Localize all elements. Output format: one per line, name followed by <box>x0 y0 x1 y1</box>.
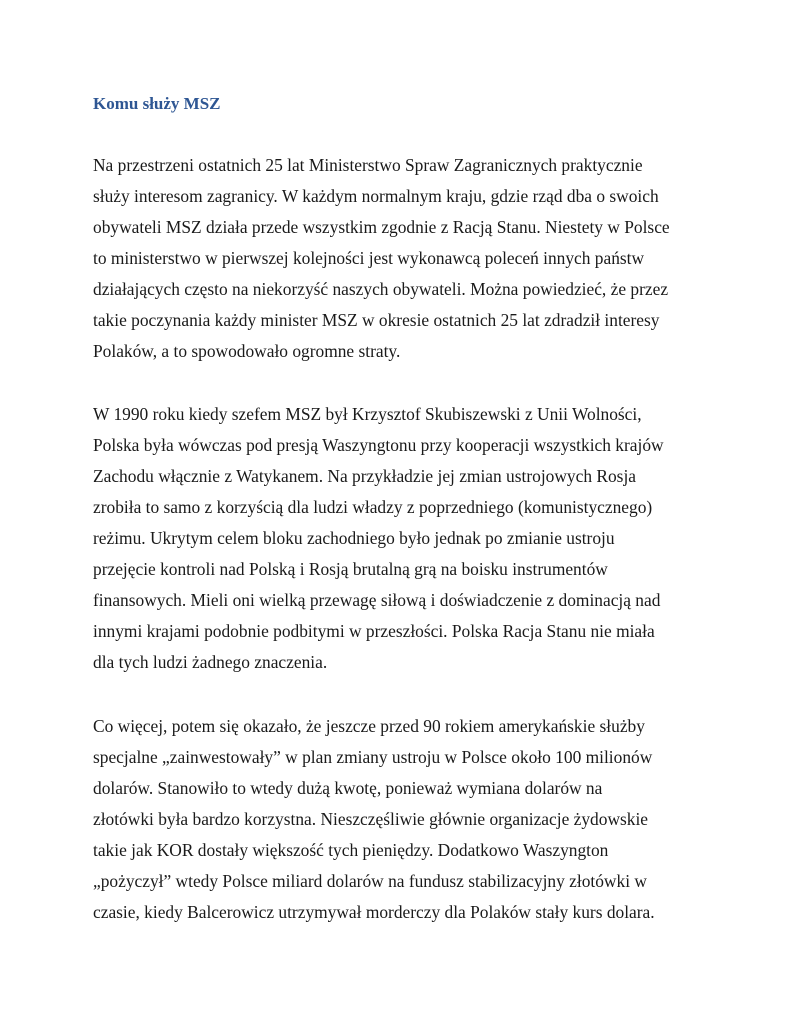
text-line: W 1990 roku kiedy szefem MSZ był Krzysztof Skubiszewski z Unii Wolności, <box>93 404 642 424</box>
text-line: takie poczynania każdy minister MSZ w okresie ostatnich 25 lat zdradził interesy <box>93 310 660 330</box>
text-line: złotówki była bardzo korzystna. Nieszczęśliwie głównie organizacje żydowskie <box>93 809 649 829</box>
text-line: zrobiła to samo z korzyścią dla ludzi władzy z poprzedniego (komunistycznego) <box>93 497 653 517</box>
text-line: Zachodu włącznie z Watykanem. Na przykładzie jej zmian ustrojowych Rosja <box>93 466 636 486</box>
text-line: Co więcej, potem się okazało, że jeszcze przed 90 rokiem amerykańskie służby <box>93 716 645 736</box>
text-line: reżimu. Ukrytym celem bloku zachodniego było jednak po zmianie ustroju <box>93 528 615 548</box>
text-line: Na przestrzeni ostatnich 25 lat Ministerstwo Spraw Zagranicznych praktycznie <box>93 155 643 175</box>
text-line: specjalne „zainwestowały” w plan zmiany ustroju w Polsce około 100 milionów <box>93 747 653 767</box>
text-line: przejęcie kontroli nad Polską i Rosją brutalną grą na boisku instrumentów <box>93 559 608 579</box>
text-line: służy interesom zagranicy. W każdym normalnym kraju, gdzie rząd dba o swoich <box>93 186 659 206</box>
paragraph-2 <box>93 399 699 678</box>
text-line: Polska była wówczas pod presją Waszyngtonu przy kooperacji wszystkich krajów <box>93 435 664 455</box>
text-line: innymi krajami podobnie podbitymi w przeszłości. Polska Racja Stanu nie miała <box>93 621 655 641</box>
text-line: czasie, kiedy Balcerowicz utrzymywał morderczy dla Polaków stały kurs dolara. <box>93 902 655 922</box>
paragraph-3 <box>93 711 699 928</box>
text-line: „pożyczył” wtedy Polsce miliard dolarów na fundusz stabilizacyjny złotówki w <box>93 871 647 891</box>
text-line: działających często na niekorzyść naszych obywateli. Można powiedzieć, że przez <box>93 279 669 299</box>
text-line: dolarów. Stanowiło to wtedy dużą kwotę, ponieważ wymiana dolarów na <box>93 778 603 798</box>
paragraph-1 <box>93 150 699 367</box>
text-line: to ministerstwo w pierwszej kolejności jest wykonawcą poleceń innych państw <box>93 248 645 268</box>
text-line: takie jak KOR dostały większość tych pieniędzy. Dodatkowo Waszyngton <box>93 840 609 860</box>
text-line: Polaków, a to spowodowało ogromne straty. <box>93 341 401 361</box>
text-line: finansowych. Mieli oni wielką przewagę siłową i doświadczenie z dominacją nad <box>93 590 661 610</box>
document-heading: Komu służy MSZ <box>93 94 221 113</box>
text-line: obywateli MSZ działa przede wszystkim zgodnie z Racją Stanu. Niestety w Polsce <box>93 217 670 237</box>
text-line: dla tych ludzi żadnego znaczenia. <box>93 652 328 672</box>
